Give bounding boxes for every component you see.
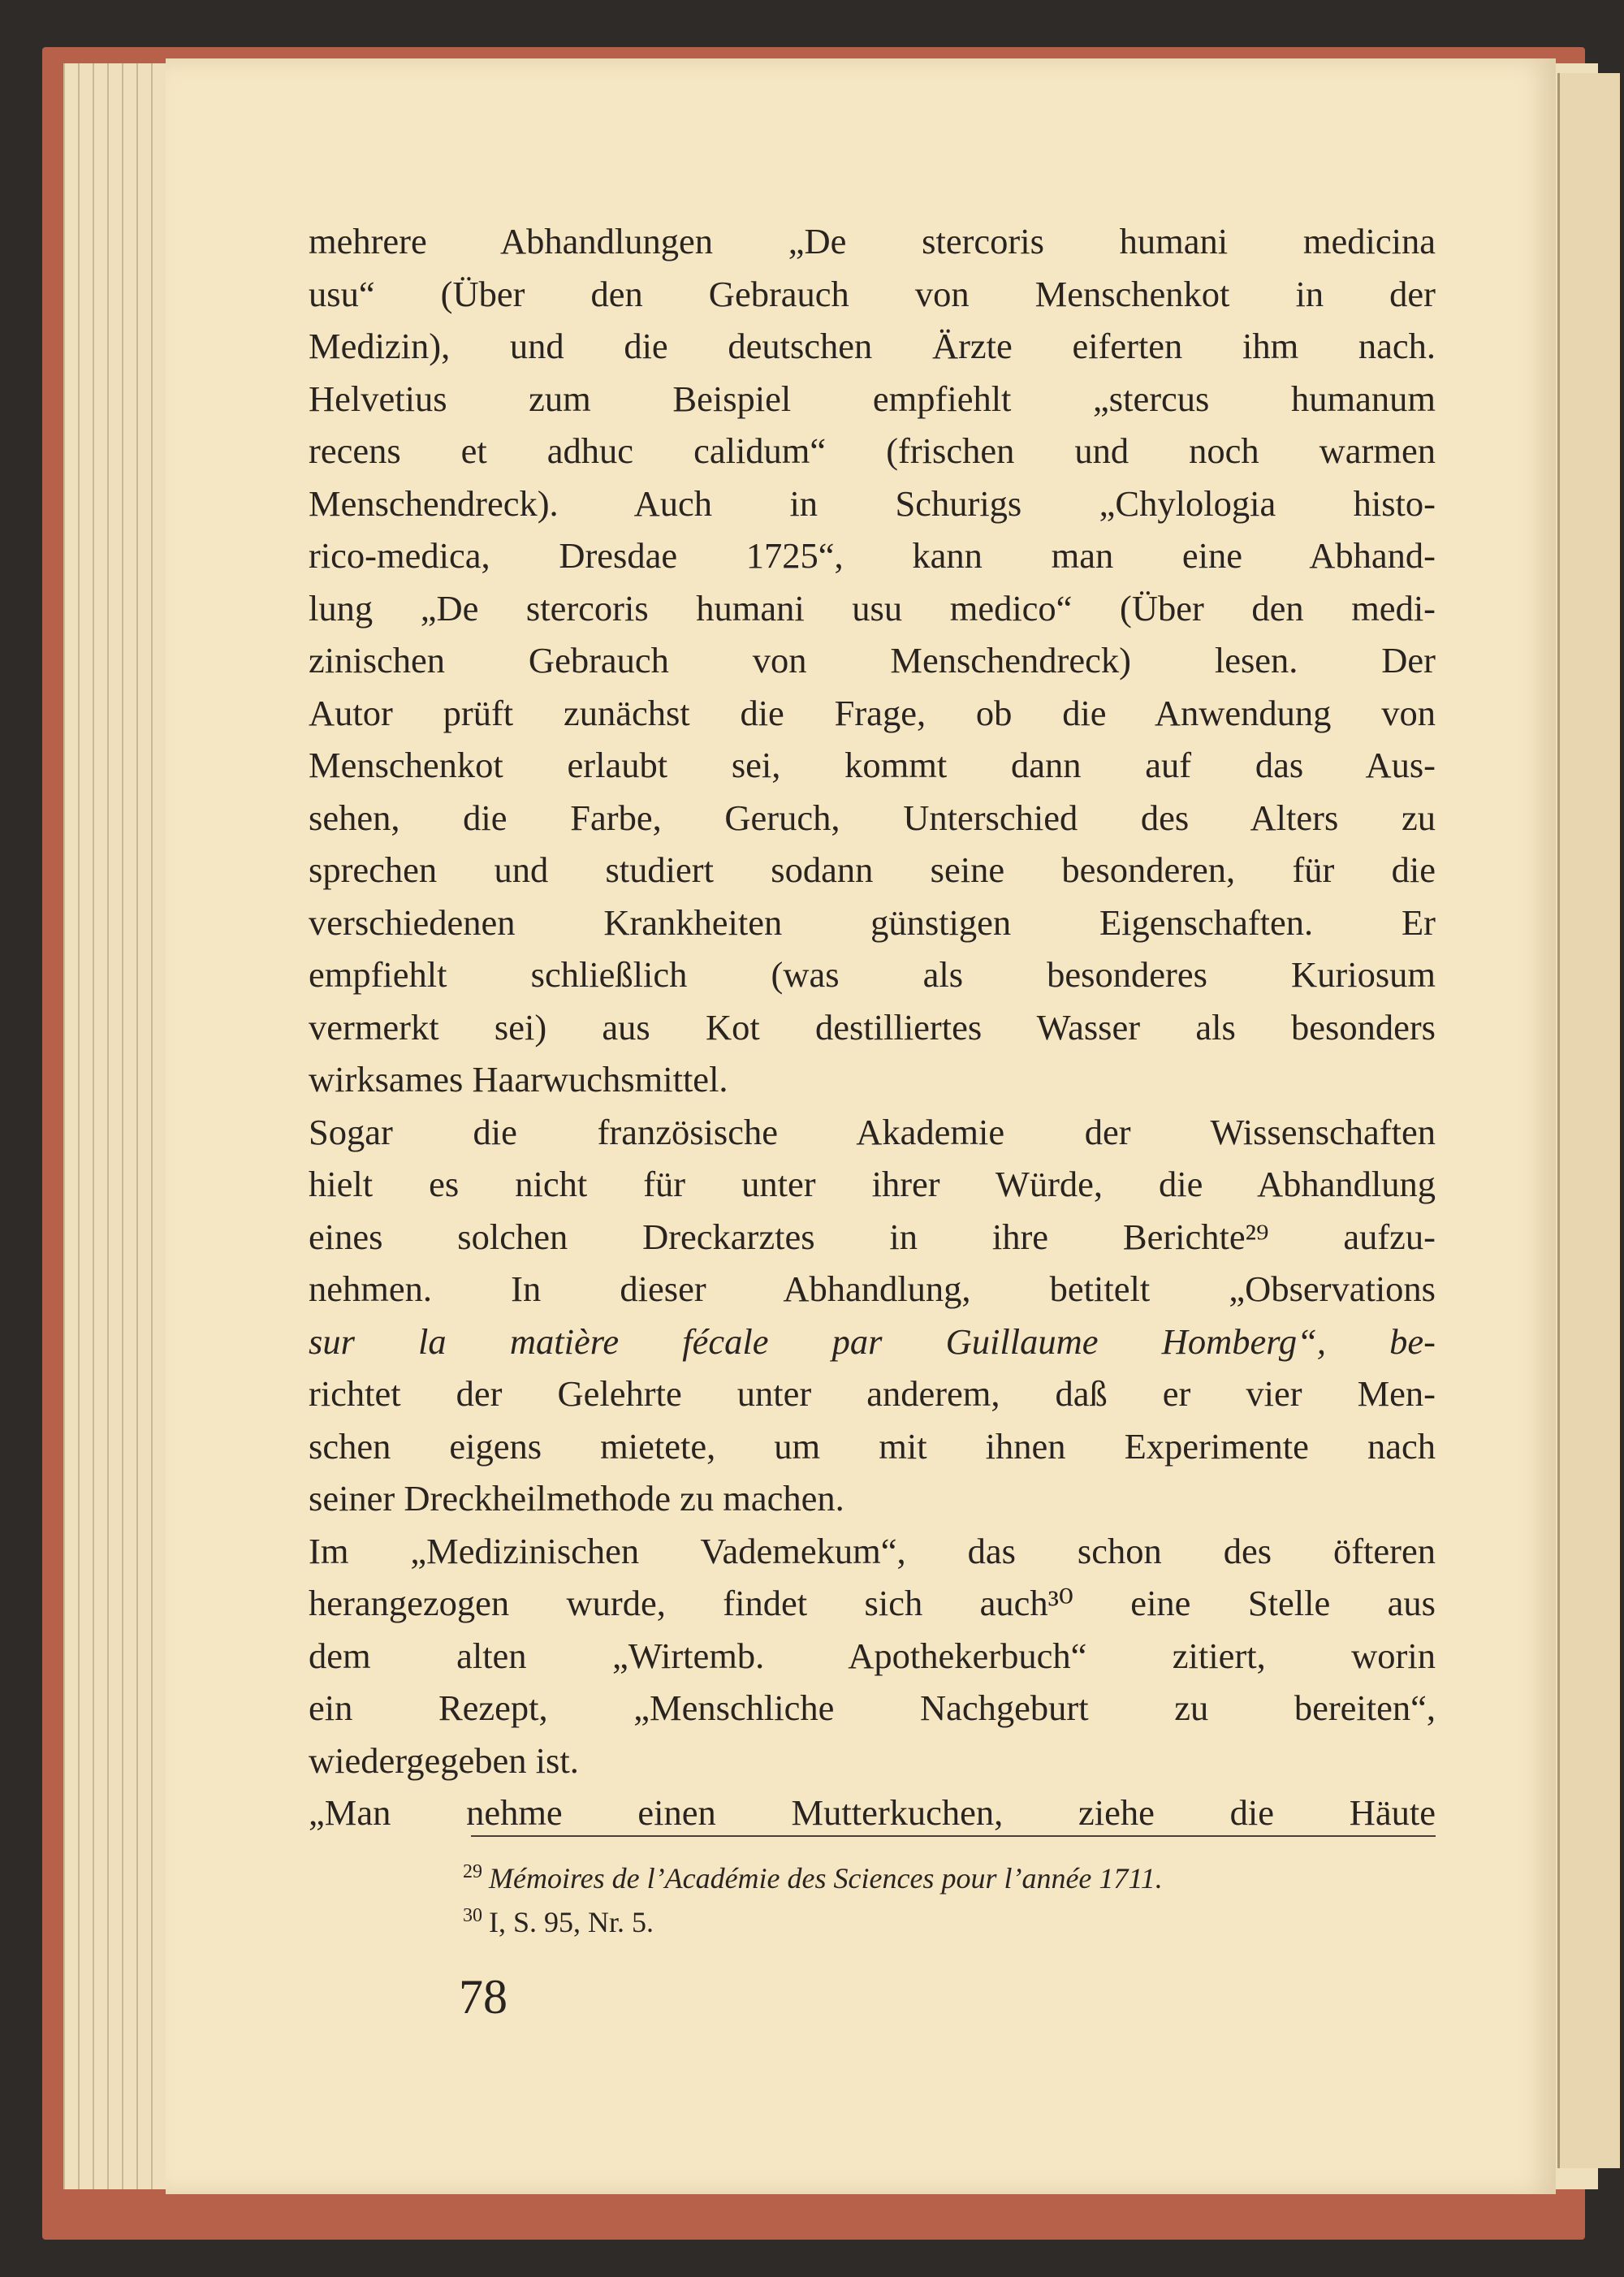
text-line: nehmen. In dieser Abhandlung, betitelt „Observations [309, 1268, 1436, 1309]
footnotes [463, 1853, 1437, 1941]
next-page-edge [1557, 73, 1620, 2168]
text-line: richtet der Gelehrte unter anderem, daß er vier Men- [309, 1373, 1436, 1414]
text-line: Menschendreck). Auch in Schurigs „Chylologia histo- [309, 482, 1436, 524]
footnote-text: I, S. 95, Nr. 5. [489, 1906, 654, 1938]
text-line: wirksames Haarwuchsmittel. [309, 1059, 728, 1100]
text-line: Im „Medizinischen Vademekum“, das schon des öfteren [309, 1530, 1436, 1571]
text-line: herangezogen wurde, findet sich auch³⁰ eine Stelle aus [309, 1583, 1436, 1623]
text-line: zinischen Gebrauch von Menschendreck) lesen. Der [309, 640, 1436, 681]
text-line: schen eigens mietete, um mit ihnen Experimente nach [309, 1425, 1436, 1467]
text-line: mehrere Abhandlungen „De stercoris humani medicina [309, 221, 1436, 261]
text-line: empfiehlt schließlich (was als besonderes Kuriosum [309, 954, 1436, 995]
text-line: wiedergegeben ist. [309, 1739, 579, 1781]
text-line: seiner Dreckheilmethode zu machen. [309, 1478, 844, 1519]
text-line: recens et adhuc calidum“ (frischen und noch warmen [309, 430, 1436, 471]
text-line: dem alten „Wirtemb. Apothekerbuch“ zitiert, worin [309, 1635, 1436, 1676]
footnote [463, 1897, 1437, 1941]
text-line: rico-medica, Dresdae 1725“, kann man eine Abhand- [309, 535, 1436, 576]
text-line: Sogar die französische Akademie der Wissenschaften [309, 1111, 1436, 1152]
text-line: lung „De stercoris humani usu medico“ (Über den medi- [309, 587, 1436, 629]
text-line: vermerkt sei) aus Kot destilliertes Wasser als besonders [309, 1006, 1436, 1048]
text-line: Helvetius zum Beispiel empfiehlt „stercus humanum [309, 378, 1436, 419]
text-line: sprechen und studiert sodann seine besonderen, für die [309, 849, 1436, 890]
text-line: hielt es nicht für unter ihrer Würde, die Abhandlung [309, 1164, 1436, 1204]
text-line: sur la matière fécale par Guillaume Homberg“, be- [309, 1320, 1436, 1362]
footnote-mark: 29 [463, 1861, 482, 1882]
text-line: Autor prüft zunächst die Frage, ob die Anwendung von [309, 692, 1436, 733]
footnote-text: Mémoires de l’Académie des Sciences pour l’année 1711. [489, 1862, 1163, 1895]
text-line: Medizin), und die deutschen Ärzte eiferten ihm nach. [309, 326, 1436, 366]
text-line: verschiedenen Krankheiten günstigen Eigenschaften. Er [309, 901, 1436, 943]
text-line: eines solchen Dreckarztes in ihre Berichte²⁹ aufzu- [309, 1216, 1436, 1257]
text-line: usu“ (Über den Gebrauch von Menschenkot in der [309, 273, 1436, 314]
page-number: 78 [459, 1970, 508, 2024]
footnote-mark: 30 [463, 1905, 482, 1926]
text-line: Menschenkot erlaubt sei, kommt dann auf das Aus- [309, 745, 1436, 785]
text-line: sehen, die Farbe, Geruch, Unterschied des Alters zu [309, 797, 1436, 838]
footnote [463, 1853, 1437, 1897]
body-text [309, 215, 1436, 1839]
text-line: ein Rezept, „Menschliche Nachgeburt zu bereiten“, [309, 1687, 1436, 1728]
text-line: „Man nehme einen Mutterkuchen, ziehe die Häute [309, 1792, 1436, 1833]
footnote-rule [471, 1835, 1436, 1837]
